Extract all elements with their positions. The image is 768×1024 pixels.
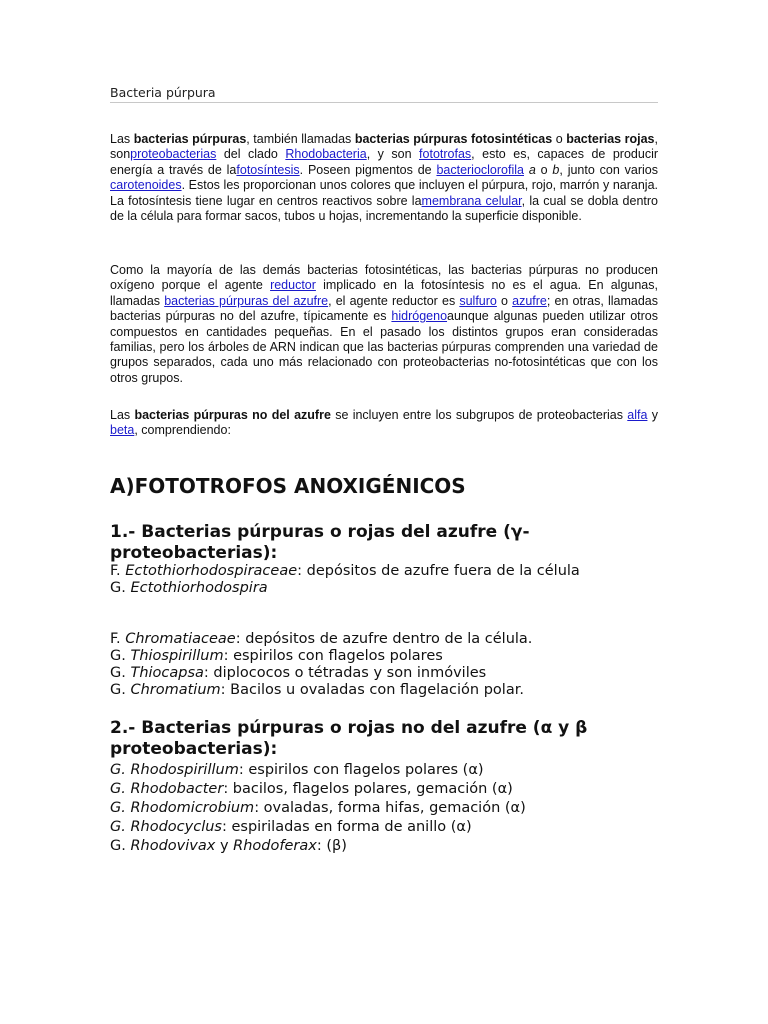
bold-term: bacterias púrpuras fotosintéticas: [354, 132, 553, 146]
link-sulfuro[interactable]: sulfuro: [459, 293, 497, 308]
taxon-entry: [110, 580, 658, 597]
taxon-entry: [110, 837, 658, 856]
rank-prefix: G.: [110, 819, 131, 835]
text: Como la mayoría de las demás bacterias fotosintéticas, las bacterias púrpuras no producen oxígeno porque el agente: [110, 263, 658, 293]
taxon-name: Chromatium: [130, 682, 221, 698]
text: , comprendiendo:: [134, 423, 231, 438]
taxon-description: : depósitos de azufre dentro de la célula.: [235, 631, 533, 647]
text: aunque algunas pueden utilizar otros compuestos en cantidades pequeñas. En el pasado los distintos grupos eran consideradas familias, pero los árboles de ARN indican que las bacterias púrpuras comprenden una variedad de grupos separados, cada uno más relacionado con proteobacterias no-fotosintéticas que con los otros grupos.: [110, 309, 659, 385]
paragraph-subgroups: [110, 408, 658, 439]
link-azufre[interactable]: azufre: [512, 293, 547, 308]
text: , la cual se dobla dentro de la célula para formar sacos, tubos u hojas, incrementando la superficie disponible.: [110, 193, 659, 224]
link-fototrofas[interactable]: fototrofas: [419, 147, 472, 162]
taxon-entry: [110, 761, 658, 780]
taxon-description: : espirilos con flagelos polares: [223, 648, 443, 664]
taxon-description: : (β): [316, 838, 347, 854]
taxon-name: Chromatiaceae: [125, 631, 236, 647]
rank-prefix: G.: [110, 665, 131, 681]
taxon-entry: [110, 648, 658, 665]
taxon-entry: [110, 818, 658, 837]
rank-prefix: G.: [110, 648, 131, 664]
link-rhodobacteria[interactable]: Rhodobacteria: [285, 147, 367, 162]
link-membrana-celular[interactable]: membrana celular: [421, 193, 522, 208]
link-carotenoides[interactable]: carotenoides: [110, 178, 182, 193]
taxon-name: Rhodovivax: [130, 838, 216, 854]
taxon-name: Rhodocyclus: [130, 819, 222, 835]
taxon-description: : espiriladas en forma de anillo (α): [221, 819, 472, 835]
text: , también llamadas: [246, 132, 355, 146]
paragraph-reducing-agent: [110, 263, 658, 386]
taxon-name: Ectothiorhodospira: [130, 580, 268, 596]
document-title: Bacteria púrpura: [110, 85, 658, 103]
taxon-description: : bacilos, flagelos polares, gemación (α): [223, 781, 513, 797]
text: Las: [110, 132, 134, 146]
link-fotosintesis[interactable]: fotosíntesis: [236, 162, 300, 177]
subsection-heading-non-sulfur: 2.- Bacterias púrpuras o rojas no del azufre (α y β proteobacterias):: [110, 718, 588, 759]
conjunction: y: [215, 838, 234, 854]
taxa-list-non-sulfur: [110, 761, 658, 856]
taxon-name: Ectothiorhodospiraceae: [125, 563, 298, 579]
rank-prefix: G.: [110, 762, 131, 778]
taxon-entry: [110, 665, 658, 682]
taxon-name: Rhodomicrobium: [130, 800, 255, 816]
subsection-heading-sulfur: 1.- Bacterias púrpuras o rojas del azufre (γ-proteobacterias):: [110, 522, 530, 563]
link-bacterias-purpuras-del-azufre[interactable]: bacterias púrpuras del azufre: [164, 293, 329, 308]
link-bacterioclorofila[interactable]: bacterioclorofila: [436, 162, 524, 177]
text: . Estos les proporcionan unos colores que incluyen el púrpura, rojo, marrón y naranja. La fotosíntesis tiene lugar en centros reactivos sobre la: [110, 178, 658, 208]
taxon-description: : Bacilos u ovaladas con flagelación polar.: [220, 682, 524, 698]
bold-term: bacterias rojas: [566, 132, 655, 146]
taxon-entry: [110, 563, 658, 580]
taxon-entry: [110, 780, 658, 799]
bold-term: bacterias púrpuras: [133, 132, 247, 146]
text: Las: [110, 408, 135, 422]
text: , y son: [366, 147, 420, 162]
section-heading: A)FOTOTROFOS ANOXIGÉNICOS: [110, 474, 466, 498]
text: o: [535, 162, 553, 177]
rank-prefix: G.: [110, 682, 131, 698]
link-reductor[interactable]: reductor: [270, 278, 316, 293]
taxa-list-chromatiaceae: [110, 631, 658, 699]
text: ; en otras, llamadas bacterias púrpuras no del azufre, típicamente es: [110, 293, 658, 324]
text: , junto con varios: [559, 162, 658, 177]
taxon-name: Thiocapsa: [130, 665, 204, 681]
link-alfa[interactable]: alfa: [627, 408, 648, 422]
text: , esto es, capaces de producir energía a través de la: [110, 147, 659, 177]
text: se incluyen entre los subgrupos de proteobacterias: [330, 408, 628, 422]
text: del clado: [216, 147, 286, 162]
text: y: [647, 408, 658, 422]
taxon-description: : ovaladas, forma hifas, gemación (α): [254, 800, 526, 816]
taxon-entry: [110, 799, 658, 818]
text: implicado en la fotosíntesis no es el agua. En algunas, llamadas: [110, 278, 658, 308]
taxon-description: : espirilos con flagelos polares (α): [238, 762, 484, 778]
text: . Poseen pigmentos de: [299, 162, 437, 177]
bold-term: bacterias púrpuras no del azufre: [134, 408, 331, 422]
taxon-description: : diplococos o tétradas y son inmóviles: [203, 665, 487, 681]
taxon-name: Rhodoferax: [233, 838, 317, 854]
rank-prefix: G.: [110, 838, 131, 854]
text: o: [552, 132, 567, 146]
taxon-entry: [110, 682, 658, 699]
italic-term: a: [528, 162, 536, 177]
italic-term: b: [552, 162, 560, 177]
taxon-name: Thiospirillum: [130, 648, 224, 664]
taxon-entry: [110, 631, 658, 648]
taxon-description: : depósitos de azufre fuera de la célula: [297, 563, 580, 579]
taxon-name: Rhodospirillum: [130, 762, 239, 778]
rank-prefix: G.: [110, 800, 131, 816]
text: , el agente reductor es: [328, 293, 460, 308]
text: , son: [110, 132, 658, 162]
rank-prefix: F.: [110, 631, 126, 647]
rank-prefix: F.: [110, 563, 126, 579]
link-proteobacterias[interactable]: proteobacterias: [130, 147, 217, 162]
rank-prefix: G.: [110, 781, 131, 797]
link-hidrogeno[interactable]: hidrógeno: [391, 309, 448, 324]
taxon-name: Rhodobacter: [130, 781, 224, 797]
paragraph-intro: [110, 132, 658, 224]
taxa-list-ectothiorhodospiraceae: [110, 563, 658, 597]
text: o: [496, 293, 513, 308]
rank-prefix: G.: [110, 580, 131, 596]
link-beta[interactable]: beta: [110, 423, 135, 438]
